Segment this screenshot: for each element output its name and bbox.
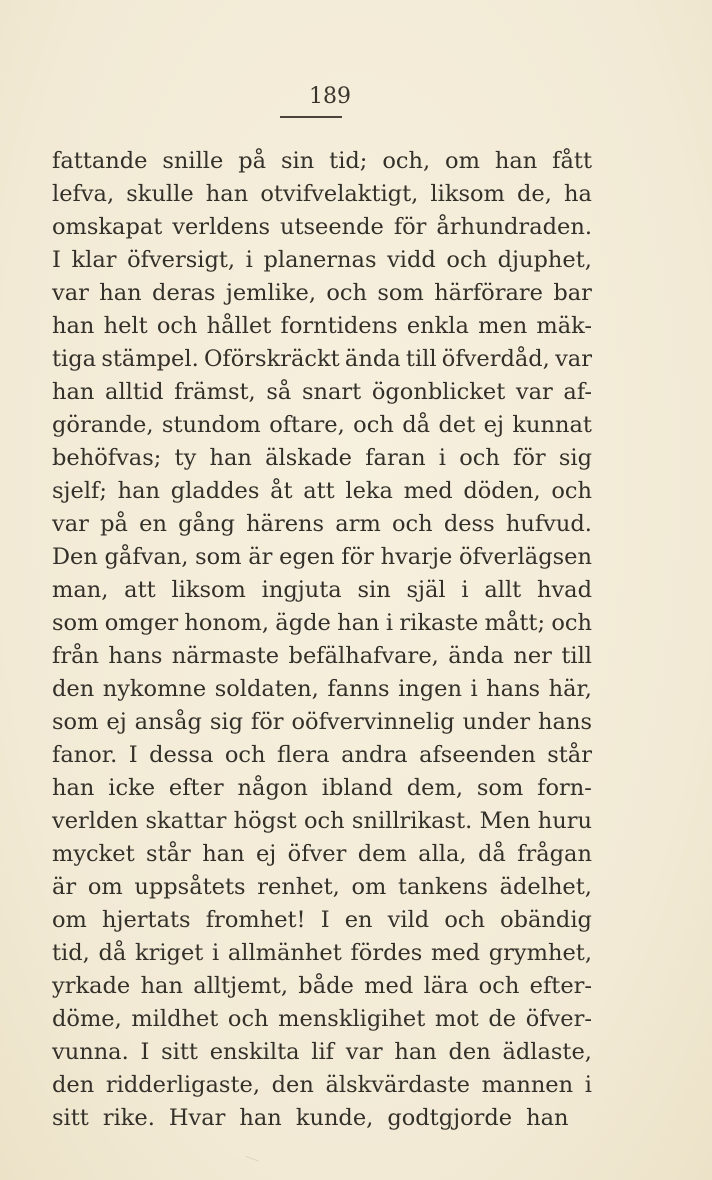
word: från <box>52 643 99 669</box>
word: sig <box>209 709 243 735</box>
word: var <box>52 511 89 537</box>
word: icke <box>108 775 156 801</box>
word: då <box>402 412 431 438</box>
word: han <box>99 280 142 306</box>
word: omger <box>104 610 179 636</box>
word: stämpel. <box>101 346 199 372</box>
word: mildhet <box>131 1006 219 1032</box>
word: om <box>351 874 387 900</box>
word: ägde <box>275 610 331 636</box>
word: hvad <box>536 577 592 603</box>
word: fördes <box>350 940 423 966</box>
text-line <box>52 574 592 607</box>
word: liksom <box>171 577 246 603</box>
word: frågan <box>517 841 592 867</box>
word: alltjemt, <box>193 973 288 999</box>
word: ner <box>513 643 552 669</box>
word: både <box>298 973 354 999</box>
word: på <box>100 511 128 537</box>
word: i <box>584 1072 592 1098</box>
word: främst, <box>174 379 256 405</box>
word: var <box>52 280 89 306</box>
text-line <box>52 673 592 706</box>
word: verlden <box>52 808 139 834</box>
word: och, <box>382 148 431 174</box>
word: deras <box>152 280 216 306</box>
word: I <box>140 1039 150 1065</box>
word: och <box>459 445 500 471</box>
word: var <box>515 379 553 405</box>
word: planernas <box>263 247 377 273</box>
word: ingjuta <box>261 577 342 603</box>
word: här, <box>548 676 592 702</box>
word: allmänhet <box>227 940 342 966</box>
word: och <box>392 511 433 537</box>
word: och <box>303 808 345 834</box>
word: hans <box>486 676 541 702</box>
word: i <box>461 577 469 603</box>
word: till <box>561 643 592 669</box>
word: lära <box>423 973 469 999</box>
body-text <box>52 145 592 1135</box>
word: står <box>146 841 191 867</box>
word: af- <box>563 379 592 405</box>
word: verldens <box>172 214 271 240</box>
word: en <box>344 907 373 933</box>
word: kunde, <box>295 1105 374 1131</box>
word: han <box>394 1039 437 1065</box>
word: dessa <box>149 742 214 768</box>
word: lif <box>311 1039 334 1065</box>
word: då <box>98 940 127 966</box>
word: andra <box>341 742 408 768</box>
word: vidd <box>387 247 436 273</box>
text-line <box>52 442 592 475</box>
word: forn- <box>537 775 592 801</box>
word: alla, <box>418 841 467 867</box>
text-line <box>52 1069 592 1102</box>
word: ända <box>344 346 401 372</box>
word: det <box>438 412 476 438</box>
word: klar <box>71 247 117 273</box>
word: om <box>445 148 480 174</box>
word: afseenden <box>419 742 536 768</box>
word: med <box>403 478 453 504</box>
word: renhet, <box>257 874 340 900</box>
text-line <box>52 145 592 178</box>
word: för <box>393 214 427 240</box>
word: och <box>156 313 198 339</box>
word: öfverlägsen <box>458 544 592 570</box>
word: tankens <box>398 874 488 900</box>
word: ingen <box>398 676 462 702</box>
word: högst <box>233 808 297 834</box>
word: liksom <box>430 181 505 207</box>
word: jemlike, <box>225 280 316 306</box>
word: djuphet, <box>497 247 592 273</box>
word: Den <box>52 544 98 570</box>
word: älskvärdaste <box>325 1072 470 1098</box>
word: dem <box>357 841 407 867</box>
text-line <box>52 343 592 376</box>
word: sig <box>558 445 592 471</box>
word: öfversigt, <box>127 247 236 273</box>
word: de <box>488 1006 517 1032</box>
word: han <box>202 841 245 867</box>
word: sjelf; <box>52 478 107 504</box>
word: hans <box>108 643 163 669</box>
word: då <box>477 841 506 867</box>
word: soldaten, <box>214 676 319 702</box>
word: och <box>551 610 592 636</box>
word: behöfvas; <box>52 445 162 471</box>
text-line <box>52 211 592 244</box>
word: som <box>377 280 424 306</box>
word: ej <box>106 709 127 735</box>
word: utseende <box>279 214 384 240</box>
word: enskilta <box>209 1039 300 1065</box>
text-line <box>52 739 592 772</box>
word: åt <box>270 478 293 504</box>
word: I <box>52 247 61 273</box>
word: i <box>385 610 394 636</box>
word: sitt <box>161 1039 198 1065</box>
word: i <box>212 940 220 966</box>
word: och <box>478 973 520 999</box>
word: dess <box>443 511 495 537</box>
word: älskade <box>265 445 353 471</box>
text-line <box>52 409 592 442</box>
word: fromhet! <box>205 907 306 933</box>
text-line <box>52 805 592 838</box>
word: i <box>438 445 446 471</box>
word: mäk- <box>536 313 592 339</box>
text-line <box>52 310 592 343</box>
word: grymhet, <box>488 940 592 966</box>
word: bar <box>553 280 592 306</box>
word: han <box>52 775 95 801</box>
word: härförare <box>434 280 543 306</box>
text-line <box>52 1036 592 1069</box>
text-line <box>52 772 592 805</box>
text-line <box>52 871 592 904</box>
word: för <box>250 709 284 735</box>
word: på <box>238 148 267 174</box>
word: så <box>266 379 292 405</box>
word: står <box>547 742 592 768</box>
word: tid; <box>329 148 368 174</box>
word: han <box>205 181 249 207</box>
word: otvifvelaktigt, <box>260 181 419 207</box>
word: och <box>444 907 485 933</box>
word: härens <box>246 511 325 537</box>
word: forntidens <box>280 313 398 339</box>
word: närmaste <box>171 643 280 669</box>
word: var <box>345 1039 383 1065</box>
word: gåfvan, <box>104 544 189 570</box>
word: gång <box>178 511 235 537</box>
text-line <box>52 508 592 541</box>
word: omskapat <box>52 214 163 240</box>
word: hvarje <box>380 544 453 570</box>
word: och <box>224 742 266 768</box>
text-line <box>52 244 592 277</box>
word: att <box>303 478 335 504</box>
text-line <box>52 277 592 310</box>
text-line <box>52 904 592 937</box>
word: hans <box>538 709 592 735</box>
word: med <box>364 973 414 999</box>
word: alltid <box>105 379 164 405</box>
word: flera <box>277 742 330 768</box>
word: snille <box>162 148 224 174</box>
word: och <box>227 1006 269 1032</box>
paper-blemish <box>243 1156 259 1167</box>
word: görande, <box>52 412 154 438</box>
word: ädelhet, <box>499 874 592 900</box>
word: ty <box>174 445 197 471</box>
word: om <box>87 874 123 900</box>
word: som <box>52 610 99 636</box>
word: om <box>52 907 87 933</box>
word: ridderligaste, <box>105 1072 260 1098</box>
word: efter <box>168 775 224 801</box>
word: och <box>551 478 592 504</box>
word: och <box>326 280 367 306</box>
word: som <box>52 709 99 735</box>
word: hjertats <box>102 907 191 933</box>
word: är <box>248 544 273 570</box>
word: godtgjorde <box>387 1105 513 1131</box>
word: han <box>52 313 95 339</box>
word: stundom <box>161 412 261 438</box>
word: tiga <box>52 346 97 372</box>
text-line <box>52 937 592 970</box>
word: oftare, <box>269 412 345 438</box>
word: befälhafvare, <box>288 643 439 669</box>
word: skattar <box>145 808 227 834</box>
word: skulle <box>126 181 194 207</box>
word: fattande <box>52 148 148 174</box>
word: sin <box>281 148 315 174</box>
word: den <box>448 1039 491 1065</box>
word: för <box>341 544 374 570</box>
word: själ <box>406 577 446 603</box>
word: I <box>128 742 138 768</box>
word: var <box>555 346 592 372</box>
text-line <box>52 607 592 640</box>
word: faran <box>365 445 426 471</box>
word: snart <box>301 379 362 405</box>
text-line <box>52 706 592 739</box>
word: den <box>52 676 95 702</box>
word: ansåg <box>134 709 202 735</box>
word: århundraden. <box>436 214 592 240</box>
word: de, <box>517 181 552 207</box>
word: men <box>478 313 528 339</box>
word: honom, <box>184 610 269 636</box>
word: I <box>320 907 330 933</box>
word: han <box>526 1105 569 1131</box>
word: ha <box>564 181 592 207</box>
page-number-rule <box>280 116 342 118</box>
word: öfverdåd, <box>441 346 550 372</box>
word: den <box>52 1072 95 1098</box>
word: sin <box>357 577 391 603</box>
word: gladdes <box>170 478 260 504</box>
word: dem, <box>406 775 463 801</box>
word: man, <box>52 577 109 603</box>
word: med <box>431 940 481 966</box>
text-line <box>52 838 592 871</box>
word: ädlaste, <box>502 1039 592 1065</box>
word: hufvud. <box>505 511 592 537</box>
word: ej <box>255 841 277 867</box>
word: han <box>337 610 380 636</box>
word: fått <box>552 148 592 174</box>
word: han <box>52 379 95 405</box>
word: mycket <box>52 841 135 867</box>
word: öfver <box>287 841 347 867</box>
word: arm <box>335 511 381 537</box>
text-line <box>52 178 592 211</box>
text-line <box>52 541 592 574</box>
word: han <box>140 973 183 999</box>
word: obändig <box>500 907 592 933</box>
word: oöfvervinnelig <box>291 709 455 735</box>
word: fanor. <box>52 742 118 768</box>
word: leka <box>345 478 393 504</box>
word: helt <box>103 313 148 339</box>
word: rike. <box>102 1105 155 1131</box>
word: sitt <box>52 1105 89 1131</box>
word: döme, <box>52 1006 122 1032</box>
word: kriget <box>134 940 204 966</box>
word: mått; <box>484 610 546 636</box>
word: ibland <box>321 775 393 801</box>
word: fanns <box>327 676 390 702</box>
word: den <box>271 1072 314 1098</box>
word: till <box>405 346 437 372</box>
page-number: 189 <box>309 84 351 109</box>
text-line <box>52 1102 592 1135</box>
word: han <box>494 148 538 174</box>
word: en <box>139 511 167 537</box>
word: menskligihet <box>278 1006 426 1032</box>
word: för <box>513 445 546 471</box>
word: mot <box>434 1006 479 1032</box>
word: som <box>195 544 242 570</box>
word: Hvar <box>168 1105 226 1131</box>
word: vunna. <box>52 1039 129 1065</box>
word: rikaste <box>399 610 479 636</box>
word: Oförskräckt <box>203 346 340 372</box>
word: efter- <box>529 973 592 999</box>
word: nykomne <box>102 676 207 702</box>
word: hållet <box>206 313 272 339</box>
word: i <box>245 247 253 273</box>
word: lefva, <box>52 181 115 207</box>
word: kunnat <box>512 412 592 438</box>
word: han <box>209 445 252 471</box>
word: öfver- <box>525 1006 592 1032</box>
word: Men <box>479 808 531 834</box>
word: som <box>476 775 524 801</box>
word: egen <box>279 544 335 570</box>
text-line <box>52 970 592 1003</box>
word: ända <box>448 643 504 669</box>
text-line <box>52 1003 592 1036</box>
text-line <box>52 376 592 409</box>
word: någon <box>237 775 308 801</box>
word: uppsåtets <box>134 874 246 900</box>
word: i <box>470 676 478 702</box>
word: under <box>462 709 531 735</box>
word: och <box>446 247 488 273</box>
word: tid, <box>52 940 90 966</box>
text-line <box>52 640 592 673</box>
word: enkla <box>406 313 469 339</box>
word: allt <box>484 577 522 603</box>
word: huru <box>537 808 592 834</box>
word: mannen <box>481 1072 574 1098</box>
word: yrkade <box>52 973 131 999</box>
word: han <box>117 478 161 504</box>
word: ögonblicket <box>371 379 506 405</box>
word: och <box>353 412 394 438</box>
word: döden, <box>463 478 541 504</box>
word: snillrikast. <box>351 808 473 834</box>
word: ej <box>483 412 504 438</box>
text-line <box>52 475 592 508</box>
word: vild <box>387 907 430 933</box>
word: att <box>124 577 156 603</box>
word: är <box>52 874 77 900</box>
word: han <box>239 1105 282 1131</box>
